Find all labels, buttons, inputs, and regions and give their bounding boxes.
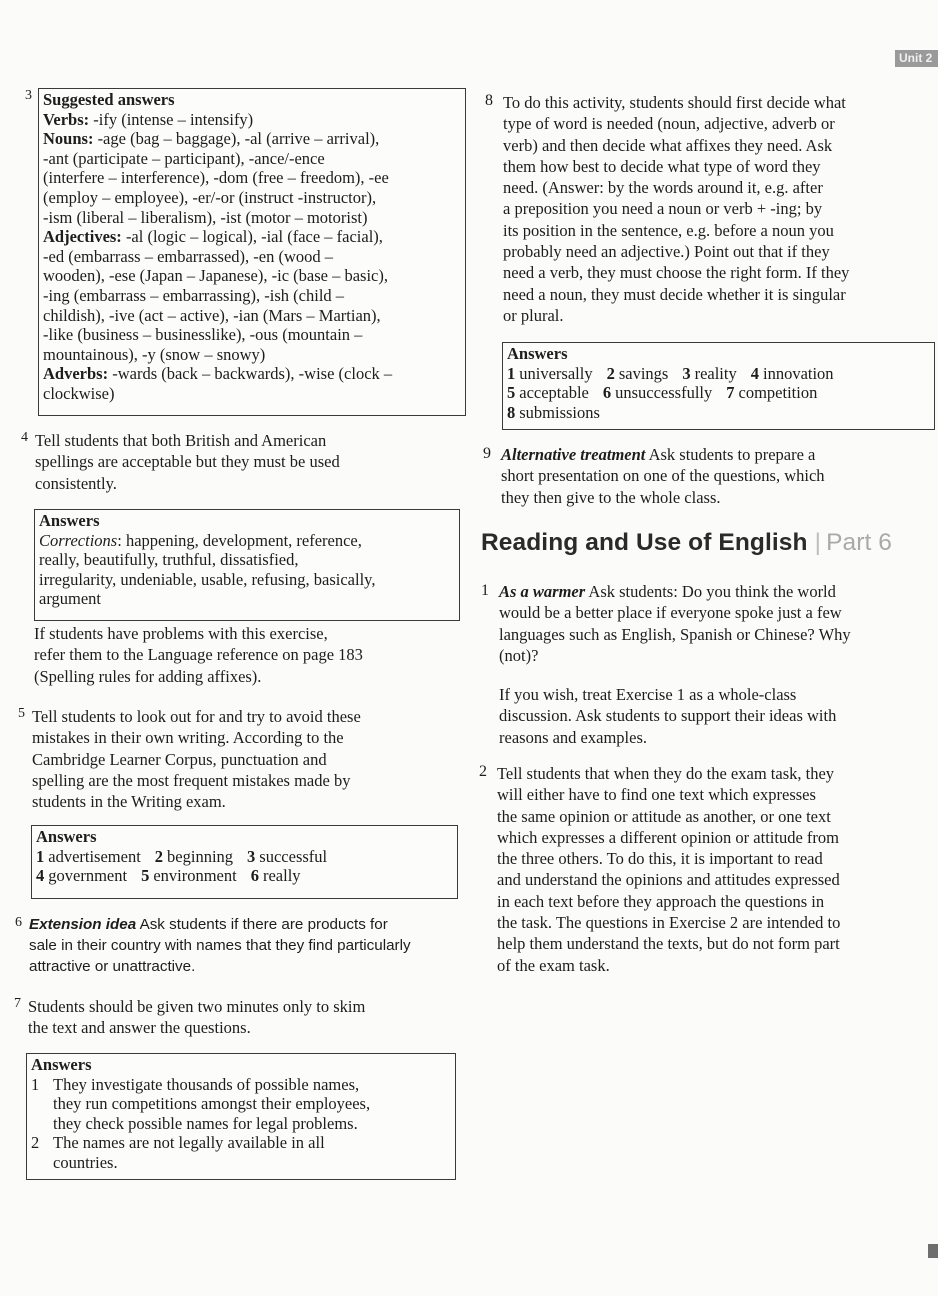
item-number: 5: [18, 706, 25, 721]
item-4-followup: If students have problems with this exercise, refer them to the Language reference on page 183 (Spelling rules for adding affixes).: [34, 624, 363, 686]
answers-row: 8 submissions: [507, 402, 600, 422]
answer-item: 1 They investigate thousands of possible names, they run competitions amongst their employees, they check possible names for legal problems.: [31, 1074, 371, 1133]
item-number: 6: [15, 915, 22, 930]
item-6-text: Extension idea Ask students if there are products for sale in their country with names that they find particularly attractive or unattractive.: [29, 916, 411, 975]
as-a-warmer-label: As a warmer: [499, 582, 586, 601]
adjectives-block: Adjectives: -al (logic – logical), -ial (face – facial), -ed (embarrass – embarrassed), -en (wood – wooden), -ese (Japan – Japanese), -ic (base – basic), -ing (embarrass – embarrassing), -ish (child – childish), -ive (act – active), -ian (Mars – Martian), -like (business – businesslike), -ous (mountain – mountainous), -y (snow – snowy): [43, 227, 388, 364]
item-number: 1: [481, 582, 489, 599]
item-number: 2: [479, 763, 487, 780]
item-number: 8: [485, 92, 493, 109]
suggested-answers-box: [38, 88, 466, 416]
box-title: Answers: [36, 827, 97, 846]
answers-row: 1 universally 2 savings 3 reality 4 innovation: [507, 363, 834, 383]
box-title: Suggested answers: [43, 90, 175, 109]
unit-tab: Unit 2: [895, 50, 938, 67]
section-separator: |: [814, 529, 822, 556]
exam-task-text: Tell students that when they do the exam task, they will either have to find one text which expresses the same opinion or attitude as another, or one text which expresses a different opinion or attitude from the three others. To do this, it is important to read and understand the opinions and attitudes expressed in each text before they approach the questions in the task. The questions in Exercise 2 are intended to help them understand the texts, but do not form part of the exam task.: [497, 764, 841, 975]
corrections-text: Corrections: happening, development, reference, really, beautifully, truthful, dissatisfied, irregularity, undeniable, usable, refusing, basically, argument: [39, 530, 376, 609]
nouns-block: Nouns: -age (bag – baggage), -al (arrive – arrival), -ant (participate – participant), -ance/-ence (interfere – interference), -dom (free – freedom), -ee (employ – employee), -er/-or (instruct -instructor), -ism (liberal – liberalism), -ist (motor – motorist): [43, 129, 389, 227]
answers-row: 4 government 5 environment 6 really: [36, 866, 301, 886]
answers-box-4: [34, 509, 460, 621]
section-title: Reading and Use of English: [481, 529, 808, 556]
answers-box-8: [502, 342, 935, 430]
answers-box-5: [31, 825, 458, 899]
item-7-text: Students should be given two minutes only to skim the text and answer the questions.: [28, 997, 366, 1038]
box-title: Answers: [31, 1055, 92, 1074]
warmer-text: As a warmer Ask students: Do you think the world would be a better place if everyone spoke just a few languages such as English, Spanish or Chinese? Why (not)?: [499, 582, 851, 665]
item-number: 9: [483, 445, 491, 462]
section-heading: [481, 529, 892, 557]
item-9-text: Alternative treatment Ask students to prepare a short presentation on one of the questions, which they then give to the whole class.: [501, 445, 825, 507]
verbs-line: Verbs: -ify (intense – intensify): [43, 109, 254, 129]
item-number: 3: [25, 88, 32, 103]
item-8-text: To do this activity, students should first decide what type of word is needed (noun, adjective, adverb or verb) and then decide what affixes they need. Ask them how best to decide what type of word they need. (Answer: by the words around it, e.g. after a preposition you need a noun or verb + -ing; by its position in the sentence, e.g. before a noun you probably need an adjective.) Point out that if they need a verb, they must choose the right form. If they need a noun, they must decide whether it is singular or plural.: [503, 93, 850, 325]
answers-row: 1 advertisement 2 beginning 3 successful: [36, 846, 328, 866]
answers-box-7: [26, 1053, 456, 1180]
alternative-treatment-label: Alternative treatment: [501, 445, 646, 464]
item-5-text: Tell students to look out for and try to avoid these mistakes in their own writing. According to the Cambridge Learner Corpus, punctuation and spelling are the most frequent mistakes made by students in the Writing exam.: [32, 707, 361, 812]
item-number: 7: [14, 996, 21, 1011]
box-title: Answers: [507, 344, 568, 363]
adverbs-block: Adverbs: -wards (back – backwards), -wise (clock – clockwise): [43, 364, 393, 403]
box-title: Answers: [39, 511, 100, 530]
answers-row: 5 acceptable 6 unsuccessfully 7 competition: [507, 383, 818, 403]
item-4-text: Tell students that both British and American spellings are acceptable but they must be used consistently.: [35, 431, 340, 493]
page-number-marker: [928, 1244, 938, 1258]
extension-idea-label: Extension idea: [29, 916, 137, 933]
section-part: Part 6: [826, 529, 893, 556]
warmer-followup: If you wish, treat Exercise 1 as a whole-class discussion. Ask students to support their ideas with reasons and examples.: [499, 685, 837, 747]
item-number: 4: [21, 430, 28, 445]
answer-item: 2 The names are not legally available in all countries.: [31, 1133, 325, 1172]
